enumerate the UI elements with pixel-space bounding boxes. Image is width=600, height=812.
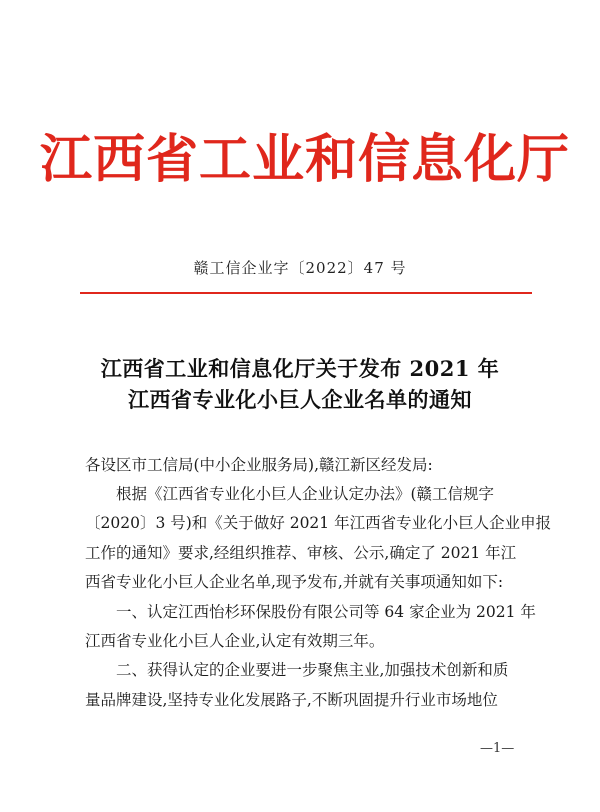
paragraph-1-line: 工作的通知》要求,经组织推荐、审核、公示,确定了 2021 年江: [85, 544, 517, 562]
paragraph-1-line: 根据《江西省专业化小巨人企业认定办法》(赣工信规字: [116, 485, 495, 503]
agency-masthead: 江西省工业和信息化厅: [40, 129, 571, 190]
page-number: —1—: [480, 741, 515, 756]
salutation: 各设区市工信局(中小企业服务局),赣江新区经发局:: [85, 456, 433, 474]
paragraph-3-line: 量品牌建设,坚持专业化发展路子,不断巩固提升行业市场地位: [85, 691, 498, 709]
document-number: 赣工信企业字〔2022〕47 号: [193, 259, 407, 277]
title-line-1: 江西省工业和信息化厅关于发布 2021 年: [100, 356, 500, 381]
paragraph-3-line: 二、获得认定的企业要进一步聚焦主业,加强技术创新和质: [116, 661, 509, 679]
paragraph-2-line: 一、认定江西怡杉环保股份有限公司等 64 家企业为 2021 年: [116, 603, 536, 621]
paragraph-2-line: 江西省专业化小巨人企业,认定有效期三年。: [85, 632, 385, 650]
paragraph-1-line: 〔2020〕3 号)和《关于做好 2021 年江西省专业化小巨人企业申报: [85, 514, 552, 532]
paragraph-1-line: 西省专业化小巨人企业名单,现予发布,并就有关事项通知如下:: [85, 573, 504, 591]
title-line-2: 江西省专业化小巨人企业名单的通知: [128, 387, 472, 412]
red-divider-line: [80, 292, 532, 294]
